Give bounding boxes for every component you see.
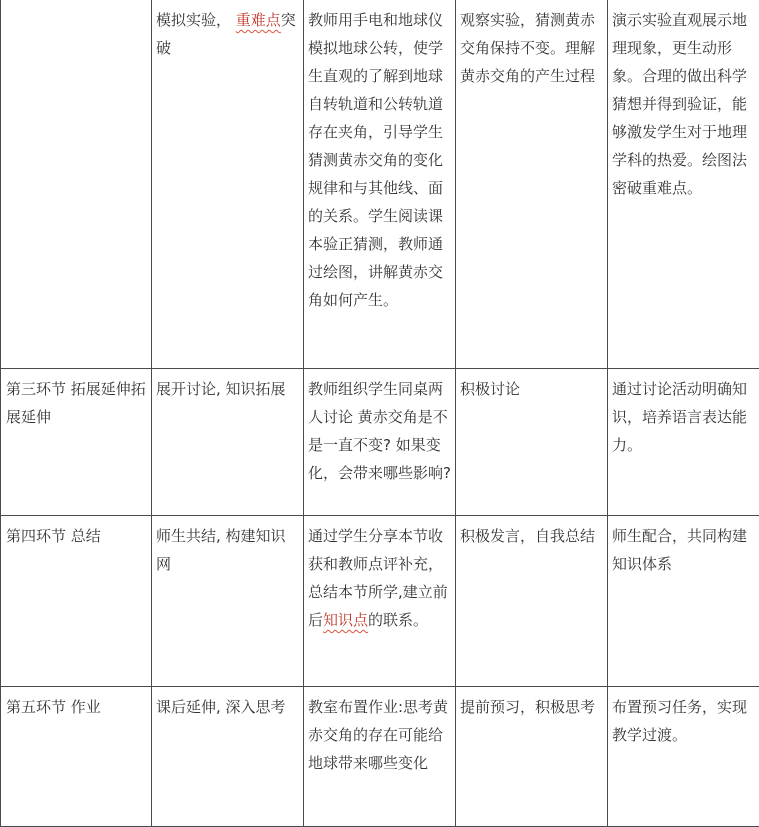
content-cell [152, 0, 304, 369]
teacher-activity-cell: 教室布置作业:思考黄赤交角的存在可能给地球带来哪些变化 [304, 687, 456, 827]
teacher-text: 通过学生分享本节收获和教师点评补充，总结本节所学,建立前后 [308, 527, 448, 629]
stage-cell: 第四环节 总结 [1, 516, 152, 687]
design-intent-cell: 师生配合，共同构建知识体系 [608, 516, 759, 687]
content-cell: 展开讨论, 知识拓展 [152, 369, 304, 516]
stage-cell [1, 0, 152, 369]
student-activity-cell: 积极讨论 [456, 369, 608, 516]
highlight-keyword[interactable]: 重难点 [236, 11, 281, 29]
table-row [1, 687, 759, 827]
stage-cell: 第三环节 拓展延伸拓展延伸 [1, 369, 152, 516]
table-row [1, 516, 759, 687]
teacher-activity-cell [304, 516, 456, 687]
content-text: 模拟实验， [156, 11, 236, 29]
table-row [1, 369, 759, 516]
student-activity-cell: 提前预习，积极思考 [456, 687, 608, 827]
student-activity-cell: 积极发言，自我总结 [456, 516, 608, 687]
content-cell: 师生共结, 构建知识网 [152, 516, 304, 687]
highlight-keyword[interactable]: 知识点 [323, 611, 368, 629]
teacher-activity-cell: 教师用手电和地球仪模拟地球公转，使学生直观的了解到地球自转轨道和公转轨道存在夹角，引导学生猜测黄赤交角的变化规律和与其他线、面的关系。学生阅读课本验正猜测，教师通过绘图，讲解黄赤交角如何产生。 [304, 0, 456, 369]
stage-cell: 第五环节 作业 [1, 687, 152, 827]
table-row [1, 0, 759, 369]
teacher-activity-cell: 教师组织学生同桌两人讨论 黄赤交角是不是一直不变? 如果变化，会带来哪些影响? [304, 369, 456, 516]
content-cell: 课后延伸, 深入思考 [152, 687, 304, 827]
teacher-text: 的联系。 [368, 611, 428, 629]
design-intent-cell: 布置预习任务，实现教学过渡。 [608, 687, 759, 827]
design-intent-cell: 演示实验直观展示地理现象，更生动形象。合理的做出科学猜想并得到验证，能够激发学生对于地理学科的热爱。绘图法密破重难点。 [608, 0, 759, 369]
design-intent-cell: 通过讨论活动明确知识，培养语言表达能力。 [608, 369, 759, 516]
content-text: 突破 [156, 11, 296, 57]
student-activity-cell: 观察实验，猜测黄赤交角保持不变。理解黄赤交角的产生过程 [456, 0, 608, 369]
